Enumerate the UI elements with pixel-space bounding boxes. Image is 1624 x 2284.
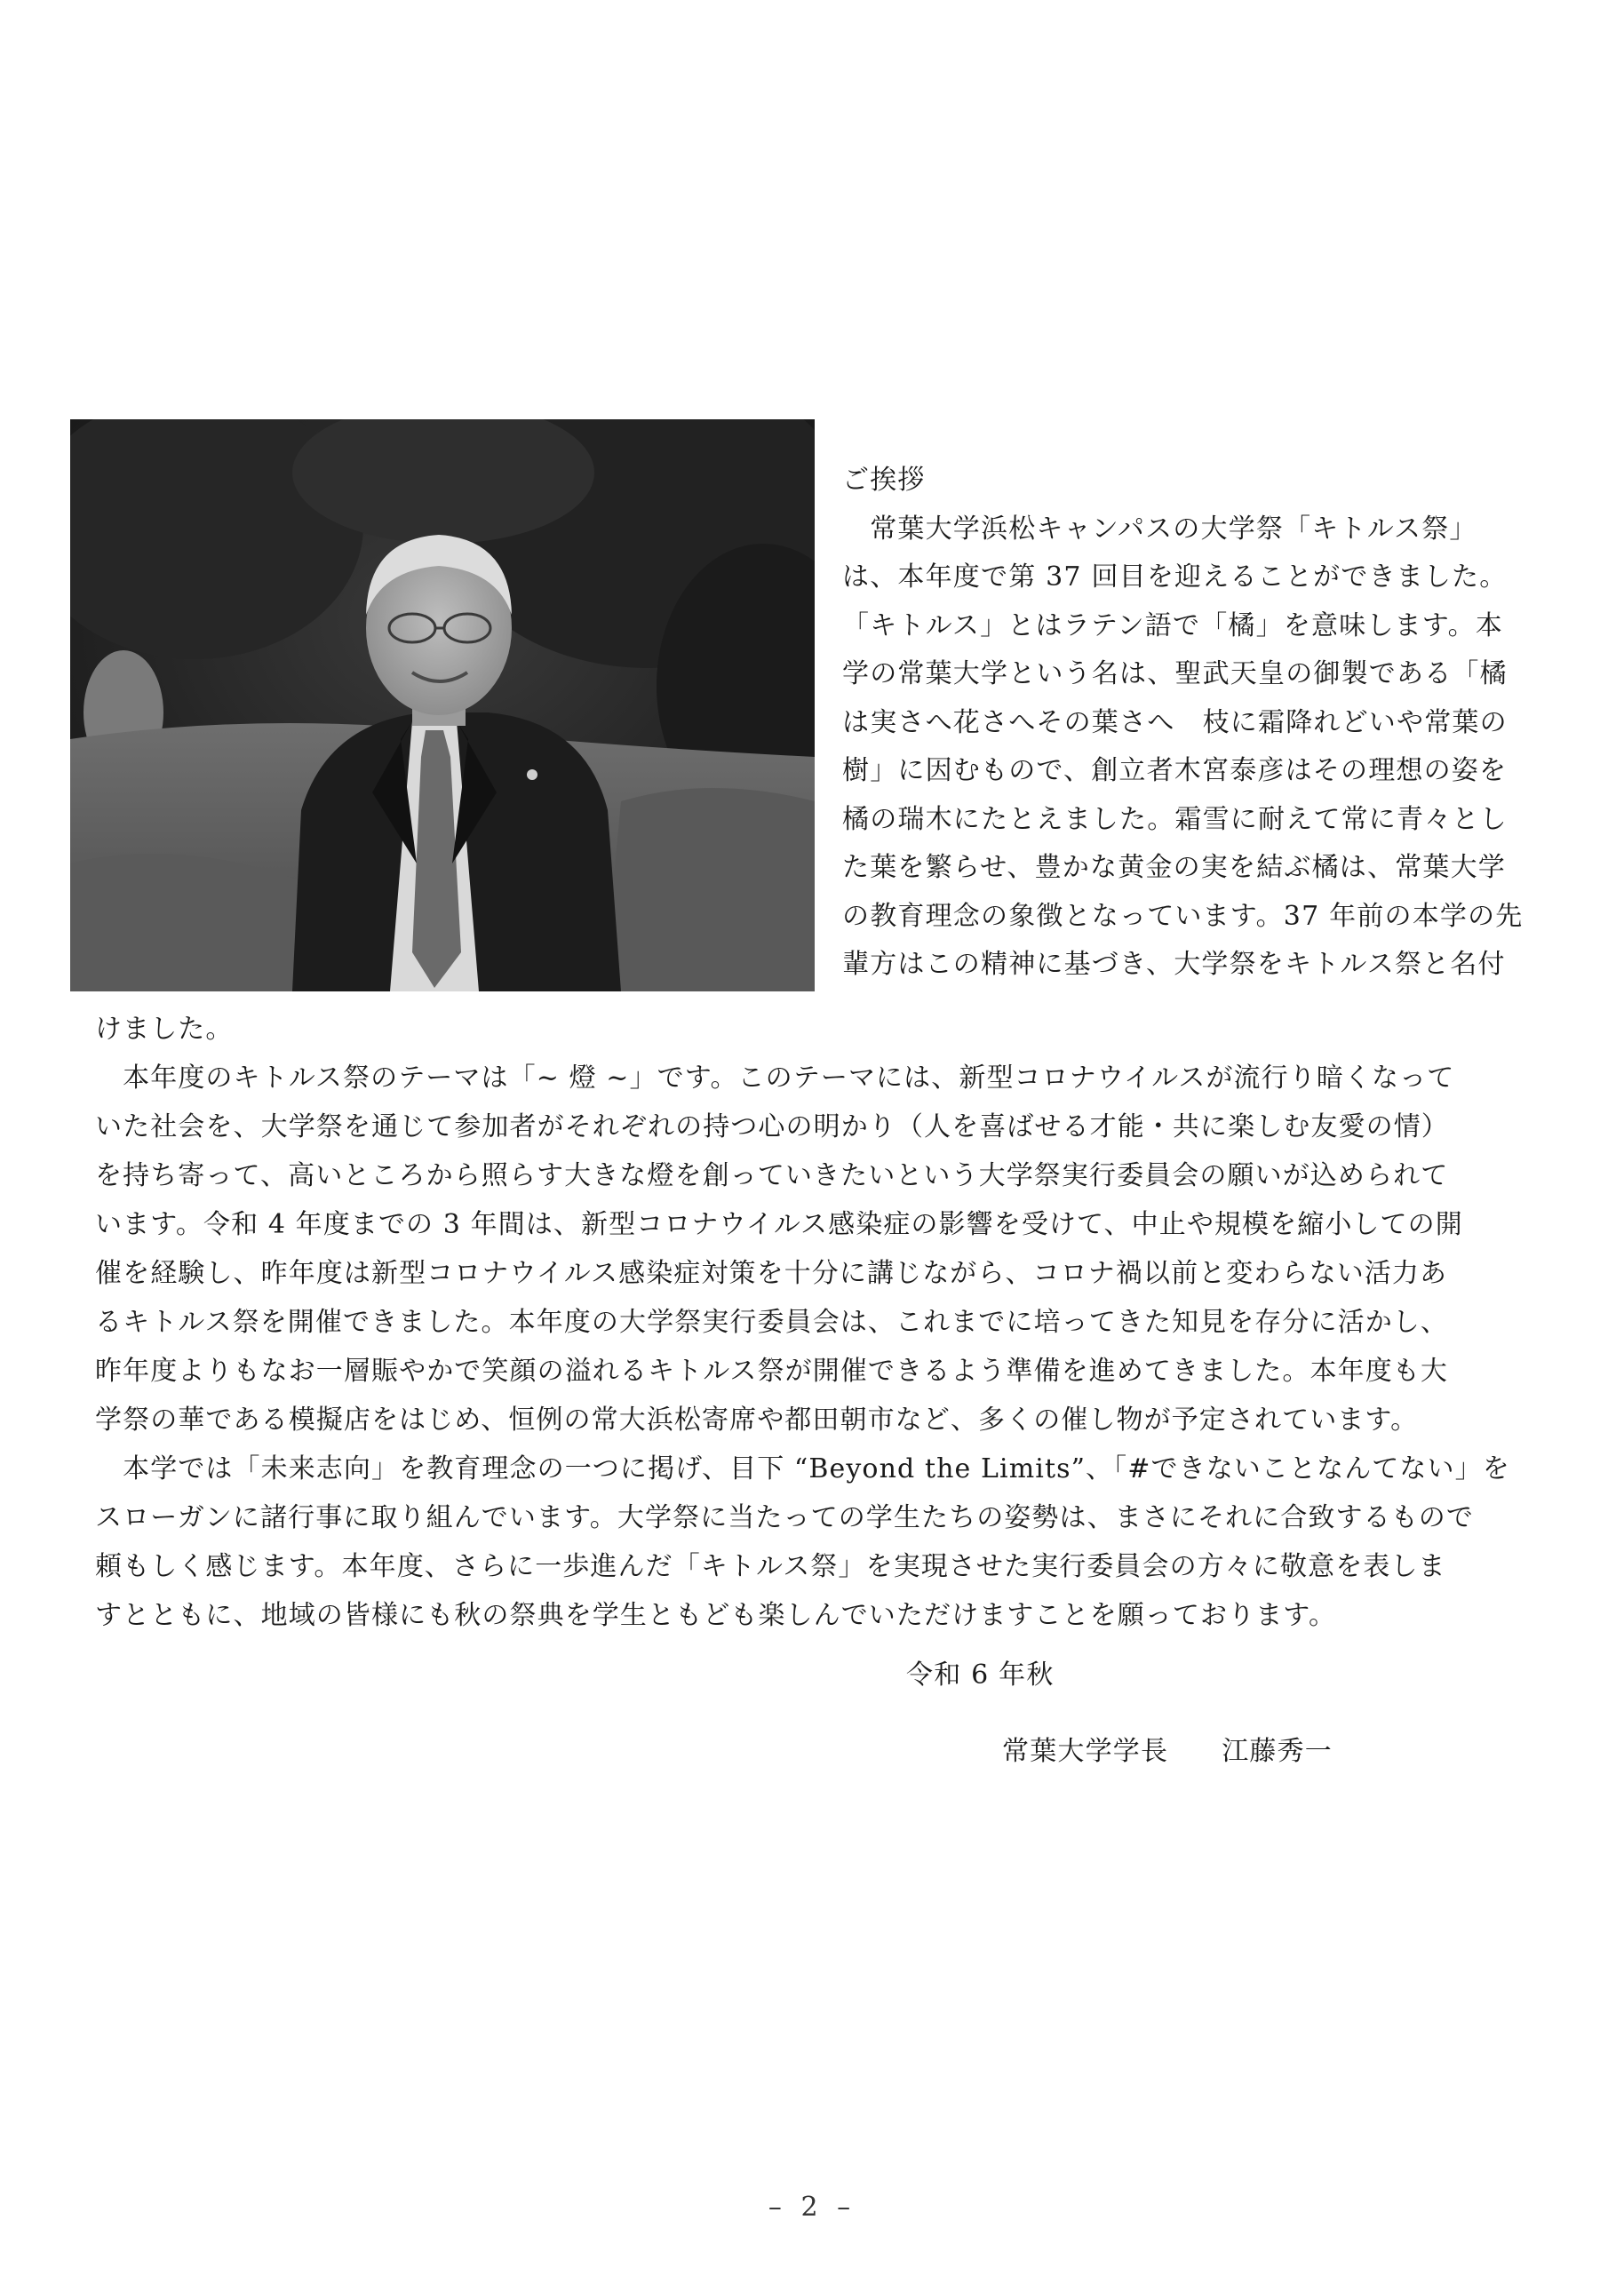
signature-title: 常葉大学学長 — [1002, 1736, 1169, 1767]
text-line: 輩方はこの精神に基づき、大学祭をキトルス祭と名付 — [842, 949, 1506, 980]
text-line: るキトルス祭を開催できました。本年度の大学祭実行委員会は、これまでに培ってきた知見を存分に活かし、 — [95, 1307, 1448, 1338]
text-line: います。令和 4 年度までの 3 年間は、新型コロナウイルス感染症の影響を受けて、中止や規模を縮小しての開 — [95, 1209, 1463, 1240]
text-line: けました。 — [95, 1014, 234, 1045]
greeting-heading: ご挨拶 — [842, 465, 926, 496]
text-line: は、本年度で第 37 回目を迎えることができました。 — [842, 561, 1508, 593]
text-line: 橘の瑞木にたとえました。霜雪に耐えて常に青々とし — [842, 803, 1508, 835]
text-line: 常葉大学浜松キャンパスの大学祭「キトルス祭」 — [842, 513, 1477, 545]
text-line: 本学では「未来志向」を教育理念の一つに掲げ、目下 “Beyond the Limits”、「#できないことなんてない」を — [95, 1453, 1510, 1484]
text-line: 学の常葉大学という名は、聖武天皇の御製である「橘 — [842, 658, 1508, 689]
page-number: – 2 – — [768, 2192, 856, 2223]
text-line: 学祭の華である模擬店をはじめ、恒例の常大浜松寄席や都田朝市など、多くの催し物が予定されています。 — [95, 1405, 1419, 1436]
text-line: 頼もしく感じます。本年度、さらに一歩進んだ「キトルス祭」を実現させた実行委員会の方々に敬意を表しま — [95, 1551, 1446, 1582]
portrait-photo — [70, 419, 815, 991]
signature-name: 江藤秀一 — [1222, 1736, 1333, 1767]
text-line: の教育理念の象徴となっています。37 年前の本学の先 — [842, 900, 1524, 932]
text-line: いた社会を、大学祭を通じて参加者がそれぞれの持つ心の明かり（人を喜ばせる才能・共に楽しむ友愛の情） — [95, 1111, 1449, 1142]
text-line: は実さへ花さへその葉さへ 枝に霜降れどいや常葉の — [842, 706, 1508, 738]
text-line: を持ち寄って、高いところから照らす大きな燈を創っていきたいという大学祭実行委員会の願いが込められて — [95, 1160, 1449, 1191]
text-line: スローガンに諸行事に取り組んでいます。大学祭に当たっての学生たちの姿勢は、まさにそれに合致するもので — [95, 1502, 1474, 1533]
greeting-body — [95, 1005, 1570, 1640]
text-line: すとともに、地域の皆様にも秋の祭典を学生ともども楽しんでいただけますことを願っております。 — [95, 1600, 1337, 1631]
text-line: 昨年度よりもなお一層賑やかで笑顔の溢れるキトルス祭が開催できるよう準備を進めてきました。本年度も大 — [95, 1356, 1448, 1387]
text-line: 本年度のキトルス祭のテーマは「~ 燈 ~」です。このテーマには、新型コロナウイルスが流行り暗くなって — [95, 1062, 1455, 1094]
signature — [1002, 1729, 1333, 1768]
text-line: 催を経験し、昨年度は新型コロナウイルス感染症対策を十分に講じながら、コロナ禍以前と変わらない活力あ — [95, 1258, 1448, 1289]
signature-date: 令和 6 年秋 — [906, 1659, 1055, 1691]
text-line: 樹」に因むもので、創立者木宮泰彦はその理想の姿を — [842, 755, 1508, 786]
greeting-side-column — [842, 457, 1544, 990]
text-line: 「キトルス」とはラテン語で「橘」を意味します。本 — [842, 609, 1503, 641]
text-line: た葉を繁らせ、豊かな黄金の実を結ぶ橘は、常葉大学 — [842, 852, 1506, 883]
